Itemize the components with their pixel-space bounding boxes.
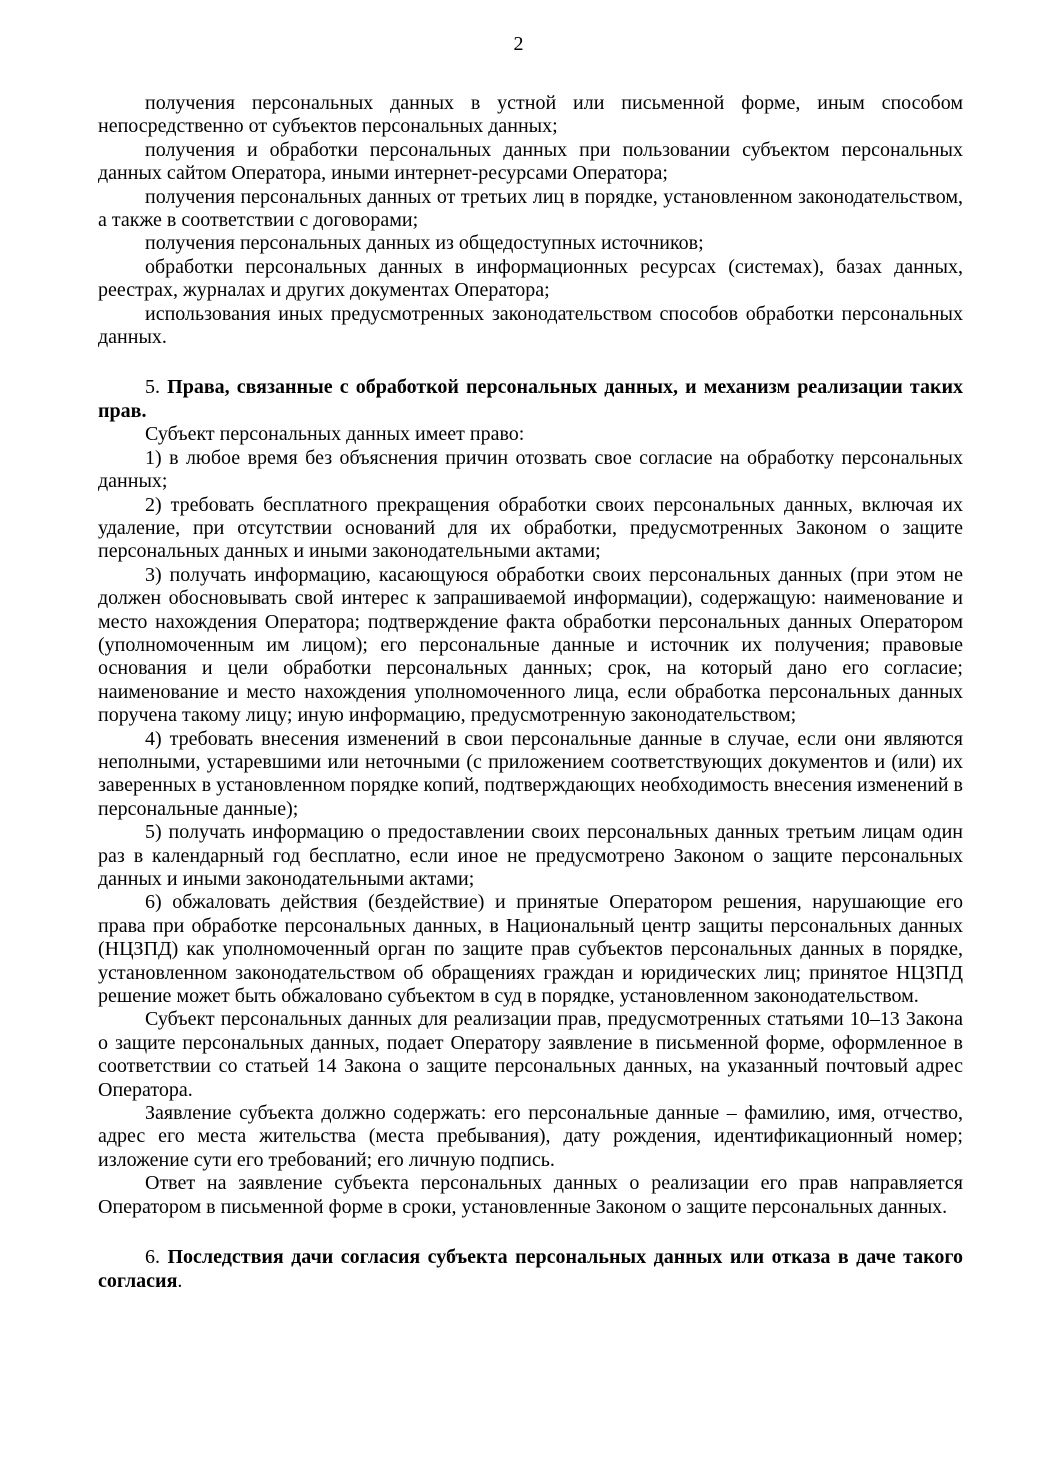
section-heading <box>98 376 963 423</box>
paragraph: получения и обработки персональных данных при пользовании субъектом персональных данных сайтом Оператора, иными интернет-ресурсами Оператора; <box>98 138 963 185</box>
paragraph: 4) требовать внесения изменений в свои персональные данные в случае, если они являются неполными, устаревшими или неточными (с приложением соответствующих документов и (или) их заверенных в установленном порядке копий, подтверждающих необходимость внесения изменений в персональные данные); <box>98 727 963 820</box>
section-heading <box>98 1246 963 1293</box>
paragraph: получения персональных данных из общедоступных источников; <box>145 232 704 255</box>
paragraph: получения персональных данных от третьих лиц в порядке, установленном законодательством, а также в соответствии с договорами; <box>98 185 963 232</box>
document-body <box>98 92 963 1293</box>
paragraph: обработки персональных данных в информационных ресурсах (системах), базах данных, реестрах, журналах и других документах Оператора; <box>98 255 963 302</box>
paragraph: Заявление субъекта должно содержать: его персональные данные – фамилию, имя, отчество, адрес его места жительства (места пребывания), дату рождения, идентификационный номер; изложение сути его требований; его личную подпись. <box>98 1102 963 1171</box>
paragraph: получения персональных данных в устной или письменной форме, иным способом непосредственно от субъектов персональных данных; <box>98 92 963 138</box>
section-title-tail: . <box>177 1269 183 1292</box>
paragraph: 1) в любое время без объяснения причин отозвать свое согласие на обработку персональных данных; <box>98 446 963 493</box>
section-title: Последствия дачи согласия субъекта персональных данных или отказа в даче такого согласия <box>98 1246 964 1292</box>
section-title: Права, связанные с обработкой персональных данных, и механизм реализации таких прав. <box>98 376 963 422</box>
paragraph: 2) требовать бесплатного прекращения обработки своих персональных данных, включая их удаление, при отсутствии оснований для их обработки, предусмотренных Законом о защите персональных данных и иными законодательными актами; <box>98 493 963 563</box>
page-number: 2 <box>513 33 524 55</box>
paragraph: 5) получать информацию о предоставлении своих персональных данных третьим лицам один раз в календарный год бесплатно, если иное не предусмотрено Законом о защите персональных данных и иными законодательными актами; <box>98 821 963 890</box>
paragraph: 6) обжаловать действия (бездействие) и принятые Оператором решения, нарушающие его права при обработке персональных данных, в Национальный центр защиты персональных данных (НЦЗПД) как уполномоченный орган по защите прав субъектов персональных данных в порядке, установленном законодательством об обращениях граждан и юридических лиц; принятое НЦЗПД решение может быть обжаловано субъектом в суд в порядке, установленном законодательством. <box>98 891 963 1008</box>
paragraph: 3) получать информацию, касающуюся обработки своих персональных данных (при этом не должен обосновывать свой интерес к запрашиваемой информации), содержащую: наименование и место нахождения Оператора; подтверждение факта обработки персональных данных Оператором (уполномоченным им лицом); его персональные данные и источник их получения; правовые основания и цели обработки персональных данных; срок, на который дано его согласие; наименование и место нахождения уполномоченного лица, если обработка персональных данных поручена такому лицу; иную информацию, предусмотренную законодательством; <box>98 563 963 727</box>
paragraph: Ответ на заявление субъекта персональных данных о реализации его прав направляется Оператором в письменной форме в сроки, установленные Законом о защите персональных данных. <box>98 1172 963 1218</box>
section-number: 5. <box>145 376 168 399</box>
section-number: 6. <box>145 1246 168 1269</box>
paragraph: Субъект персональных данных для реализации прав, предусмотренных статьями 10–13 Закона о защите персональных данных, подает Оператору заявление в письменной форме, оформленное в соответствии со статьей 14 Закона о защите персональных данных, на указанный почтовый адрес Оператора. <box>98 1008 963 1101</box>
paragraph: использования иных предусмотренных законодательством способов обработки персональных данных. <box>98 302 963 349</box>
paragraph: Субъект персональных данных имеет право: <box>145 423 525 446</box>
